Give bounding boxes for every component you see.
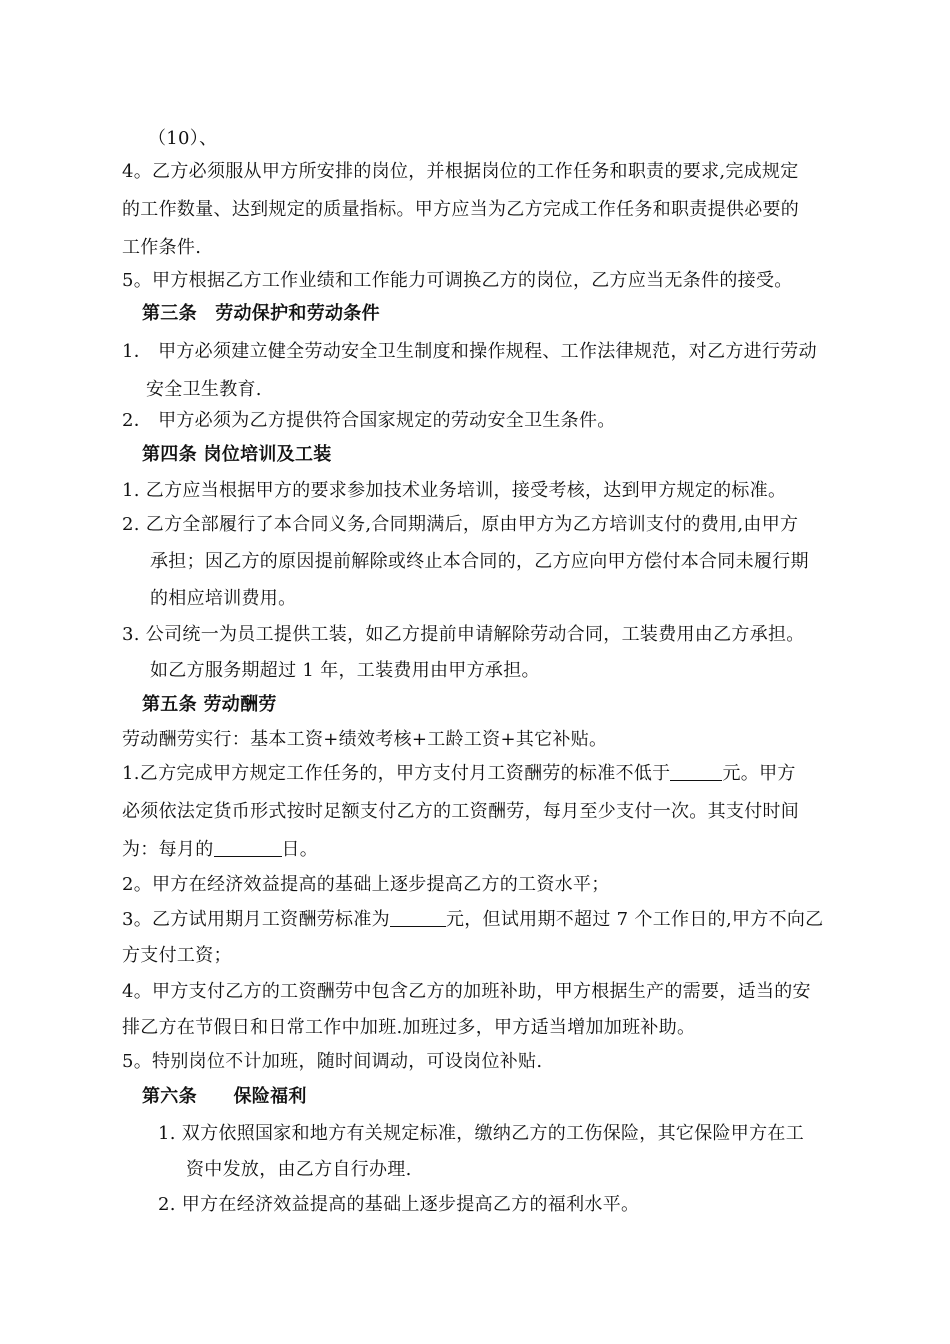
text-line: 1. 双方依照国家和地方有关规定标准，缴纳乙方的工伤保险，其它保险甲方在工 xyxy=(158,1123,804,1144)
text-line: 的工作数量、达到规定的质量指标。甲方应当为乙方完成工作任务和职责提供必要的 xyxy=(122,199,800,220)
text-line: （10）、 xyxy=(148,128,218,149)
text-line: 5。甲方根据乙方工作业绩和工作能力可调换乙方的岗位，乙方应当无条件的接受。 xyxy=(122,270,793,291)
text-line: 3. 公司统一为员工提供工装，如乙方提前申请解除劳动合同，工装费用由乙方承担。 xyxy=(122,624,805,645)
text-line: 2． 甲方必须为乙方提供符合国家规定的劳动安全卫生条件。 xyxy=(122,410,616,431)
text-segment: 3。乙方试用期月工资酬劳标准为 xyxy=(122,909,390,930)
text-line: 资中发放，由乙方自行办理. xyxy=(186,1159,412,1180)
text-line: 如乙方服务期超过 1 年，工装费用由甲方承担。 xyxy=(150,660,540,681)
text-line: 4。乙方必须服从甲方所安排的岗位，并根据岗位的工作任务和职责的要求,完成规定 xyxy=(122,161,799,182)
text-line xyxy=(122,762,796,786)
text-line: 必须依法定货币形式按时足额支付乙方的工资酬劳，每月至少支付一次。其支付时间 xyxy=(122,801,800,822)
text-line: 1. 乙方应当根据甲方的要求参加技术业务培训，接受考核，达到甲方规定的标准。 xyxy=(122,480,787,501)
blank-underline xyxy=(214,838,282,857)
text-segment: 为：每月的 xyxy=(122,839,214,860)
text-line: 2. 甲方在经济效益提高的基础上逐步提高乙方的福利水平。 xyxy=(158,1194,640,1215)
text-line: 安全卫生教育. xyxy=(146,379,262,400)
blank-underline xyxy=(390,908,446,927)
text-line: 排乙方在节假日和日常工作中加班.加班过多，甲方适当增加加班补助。 xyxy=(122,1017,696,1038)
text-line: 承担；因乙方的原因提前解除或终止本合同的，乙方应向甲方偿付本合同未履行期 xyxy=(150,551,809,572)
section-heading: 第六条 保险福利 xyxy=(142,1086,307,1107)
text-line: 5。特别岗位不计加班，随时间调动，可设岗位补贴. xyxy=(122,1051,543,1072)
blank-underline xyxy=(670,762,722,781)
text-segment: 日。 xyxy=(281,839,319,860)
text-line: 的相应培训费用。 xyxy=(150,588,297,609)
text-line: 2. 乙方全部履行了本合同义务,合同期满后，原由甲方为乙方培训支付的费用,由甲方 xyxy=(122,514,799,535)
section-heading: 第三条 劳动保护和劳动条件 xyxy=(142,303,380,324)
text-line: 方支付工资； xyxy=(122,945,232,966)
text-line: 2。甲方在经济效益提高的基础上逐步提高乙方的工资水平； xyxy=(122,874,610,895)
text-segment: 元，但试用期不超过 7 个工作日的,甲方不向乙 xyxy=(445,909,824,930)
section-heading: 第五条 劳动酬劳 xyxy=(142,694,277,715)
text-segment: 元。甲方 xyxy=(722,763,796,784)
text-line xyxy=(122,838,318,862)
text-line xyxy=(122,908,823,932)
text-line: 工作条件. xyxy=(122,237,202,258)
section-heading: 第四条 岗位培训及工装 xyxy=(142,444,332,465)
text-segment: 1.乙方完成甲方规定工作任务的，甲方支付月工资酬劳的标准不低于 xyxy=(122,763,671,784)
text-line: 4。甲方支付乙方的工资酬劳中包含乙方的加班补助，甲方根据生产的需要，适当的安 xyxy=(122,981,811,1002)
text-line: 1． 甲方必须建立健全劳动安全卫生制度和操作规程、工作法律规范，对乙方进行劳动 xyxy=(122,341,817,362)
text-line: 劳动酬劳实行：基本工资+绩效考核+工龄工资+其它补贴。 xyxy=(122,729,608,750)
